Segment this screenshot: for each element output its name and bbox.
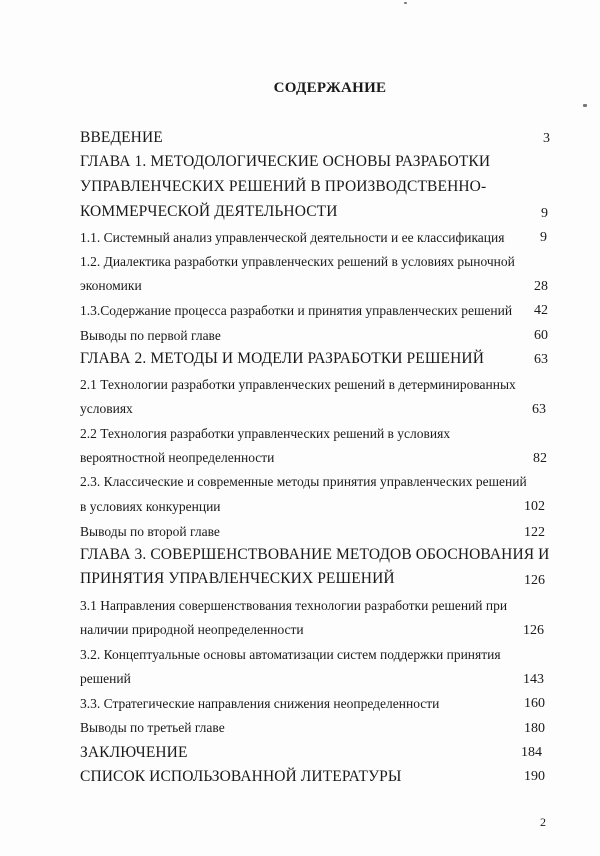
toc-entry-line: УПРАВЛЕНЧЕСКИХ РЕШЕНИЙ В ПРОИЗВОДСТВЕННО- <box>80 178 487 195</box>
toc-entry-line: экономики <box>80 278 142 293</box>
toc-page-number: 42 <box>534 303 548 318</box>
toc-entry-line: Выводы по второй главе <box>80 524 220 539</box>
toc-entry-line: вероятностной неопределенности <box>80 450 275 465</box>
toc-entry-line: СПИСОК ИСПОЛЬЗОВАННОЙ ЛИТЕРАТУРЫ <box>80 768 402 785</box>
toc-page-number: 9 <box>540 230 547 245</box>
toc-entry-line: 2.2 Технология разработки управленческих решений в условиях <box>80 426 451 441</box>
toc-entry-line: 2.1 Технологии разработки управленческих решений в детерминированных <box>80 377 516 392</box>
toc-entry-line: ВВЕДЕНИЕ <box>80 129 163 146</box>
toc-entry-line: КОММЕРЧЕСКОЙ ДЕЯТЕЛЬНОСТИ <box>80 203 338 220</box>
toc-entry-line: наличии природной неопределенности <box>80 622 304 637</box>
toc-page-number: 126 <box>523 623 544 638</box>
toc-entry-line: решений <box>80 671 131 686</box>
toc-entry-line: Выводы по первой главе <box>80 328 221 343</box>
toc-page-number: 122 <box>524 525 545 540</box>
toc-page-number: 143 <box>523 672 544 687</box>
toc-entry-line: 1.1. Системный анализ управленческой деятельности и ее классификация <box>80 230 505 245</box>
toc-entry-line: 1.2. Диалектика разработки управленческих решений в условиях рыночной <box>80 254 515 269</box>
toc-entry-line: ЗАКЛЮЧЕНИЕ <box>80 744 188 761</box>
scan-speck <box>404 2 407 4</box>
page-title: СОДЕРЖАНИЕ <box>273 80 387 96</box>
toc-page-number: 60 <box>534 328 548 343</box>
toc-entry-line: ГЛАВА 1. МЕТОДОЛОГИЧЕСКИЕ ОСНОВЫ РАЗРАБОТКИ <box>80 153 491 170</box>
toc-page-number: 9 <box>541 206 548 221</box>
toc-entry-line: ГЛАВА 2. МЕТОДЫ И МОДЕЛИ РАЗРАБОТКИ РЕШЕНИЙ <box>80 350 484 367</box>
toc-page-number: 102 <box>524 499 545 514</box>
toc-page-number: 63 <box>532 402 546 417</box>
toc-entry-line: ГЛАВА 3. СОВЕРШЕНСТВОВАНИЕ МЕТОДОВ ОБОСНОВАНИЯ И <box>80 546 550 563</box>
toc-entry-line: 3.3. Стратегические направления снижения неопределенности <box>80 696 440 711</box>
scan-speck <box>583 104 587 107</box>
toc-entry-line: 3.2. Концептуальные основы автоматизации систем поддержки принятия <box>80 647 501 662</box>
toc-page-number: 82 <box>533 451 547 466</box>
toc-entry-line: 1.3.Содержание процесса разработки и принятия управленческих решений <box>80 303 513 318</box>
toc-entry-line: Выводы по третьей главе <box>80 720 225 735</box>
toc-page-number: 28 <box>534 279 548 294</box>
toc-page-number: 126 <box>524 573 545 588</box>
page-footer-number: 2 <box>540 815 546 829</box>
toc-page-number: 3 <box>543 131 550 146</box>
toc-entry-line: ПРИНЯТИЯ УПРАВЛЕНЧЕСКИХ РЕШЕНИЙ <box>80 570 395 587</box>
toc-page-number: 63 <box>534 352 548 367</box>
toc-entry-line: 2.3. Классические и современные методы принятия управленческих решений <box>80 474 527 489</box>
toc-page-number: 190 <box>524 769 545 784</box>
toc-page-number: 184 <box>521 745 542 760</box>
toc-entry-line: в условиях конкуренции <box>80 499 221 514</box>
toc-page-number: 160 <box>524 696 545 711</box>
toc-entry-line: 3.1 Направления совершенствования технологии разработки решений при <box>80 598 508 613</box>
toc-entry-line: условиях <box>80 401 133 416</box>
toc-page-number: 180 <box>524 721 545 736</box>
